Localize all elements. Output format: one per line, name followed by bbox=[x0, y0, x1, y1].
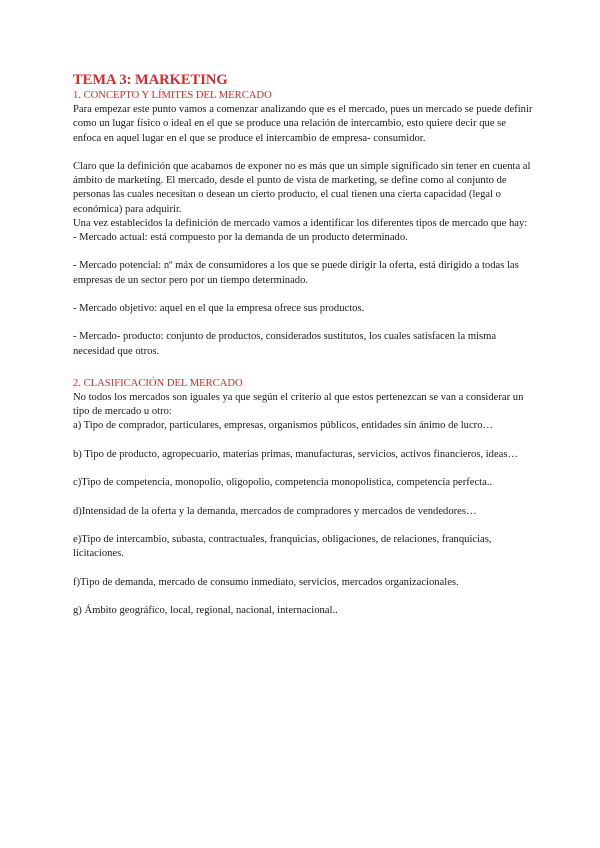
list-item-f: f)Tipo de demanda, mercado de consumo inmediato, servicios, mercados organizacionales. bbox=[73, 576, 459, 588]
spacer bbox=[73, 490, 533, 504]
list-item-e: e)Tipo de intercambio, subasta, contractuales, franquicias, obligaciones, de relaciones, franquicias, licitaciones. bbox=[73, 533, 492, 560]
spacer bbox=[73, 288, 533, 302]
paragraph-intro: Para empezar este punto vamos a comenzar analizando que es el mercado, pues un mercado se puede definir como un lugar físico o ideal en el que se produce una relación de intercambio, esto quiere decir que se enfoca en aquel lugar en el que se produce el intercambio de empresa- consumidor. bbox=[73, 104, 533, 144]
list-item-mercado-potencial: - Mercado potencial: nº máx de consumidores a los que se puede dirigir la oferta, está dirigido a todas las empresas de un sector pero por un tiempo determinado. bbox=[73, 260, 519, 286]
spacer bbox=[73, 590, 533, 604]
spacer bbox=[73, 359, 533, 377]
page-title: TEMA 3: MARKETING bbox=[73, 72, 228, 88]
document-body bbox=[73, 72, 533, 618]
list-item-mercado-producto: - Mercado- producto: conjunto de productos, considerados sustitutos, los cuales satisfacen la misma necesidad que otros. bbox=[73, 331, 497, 357]
spacer bbox=[73, 462, 533, 476]
paragraph-classification-intro: No todos los mercados son iguales ya que según el criterio al que estos pertenezcan se van a considerar un tipo de mercado u otro: bbox=[73, 392, 524, 418]
spacer bbox=[73, 561, 533, 575]
spacer bbox=[73, 316, 533, 330]
list-item-b: b) Tipo de producto, agropecuario, materias primas, manufacturas, servicios, activos financieros, ideas… bbox=[73, 448, 519, 460]
list-item-c: c)Tipo de competencia, monopolio, oligopolio, competencia monopolística, competencia perfecta.. bbox=[73, 477, 493, 489]
paragraph-definition: Claro que la definición que acabamos de exponer no es más que un simple significado sin tener en cuenta al ámbito de marketing. El mercado, desde el punto de vista de marketing, se define como al conjunto de personas las cuales necesitan o desean un cierto producto, el cual tienen una cierta capacidad (legal o económica) para adquirir. bbox=[73, 161, 531, 215]
spacer bbox=[73, 245, 533, 259]
spacer bbox=[73, 434, 533, 448]
list-item-mercado-objetivo: - Mercado objetivo: aquel en el que la empresa ofrece sus productos. bbox=[73, 303, 365, 314]
list-item-d: d)Intensidad de la oferta y la demanda, mercados de compradores y mercados de vendedores… bbox=[73, 505, 477, 517]
list-item-mercado-actual: - Mercado actual: está compuesto por la demanda de un producto determinado. bbox=[73, 232, 408, 244]
section-heading-concepto: 1. CONCEPTO Y LÍMITES DEL MERCADO bbox=[73, 90, 272, 101]
spacer bbox=[73, 146, 533, 160]
list-item-a: a) Tipo de comprador, particulares, empresas, organismos públicos, entidades sin ánimo de lucro… bbox=[73, 420, 494, 432]
section-heading-clasificacion: 2. CLASIFICACIÓN DEL MERCADO bbox=[73, 377, 243, 389]
spacer bbox=[73, 519, 533, 533]
paragraph-types-intro: Una vez establecidos la definición de mercado vamos a identificar los diferentes tipos de mercado que hay: bbox=[73, 217, 528, 229]
list-item-g: g) Ámbito geográfico, local, regional, nacional, internacional.. bbox=[73, 604, 338, 616]
